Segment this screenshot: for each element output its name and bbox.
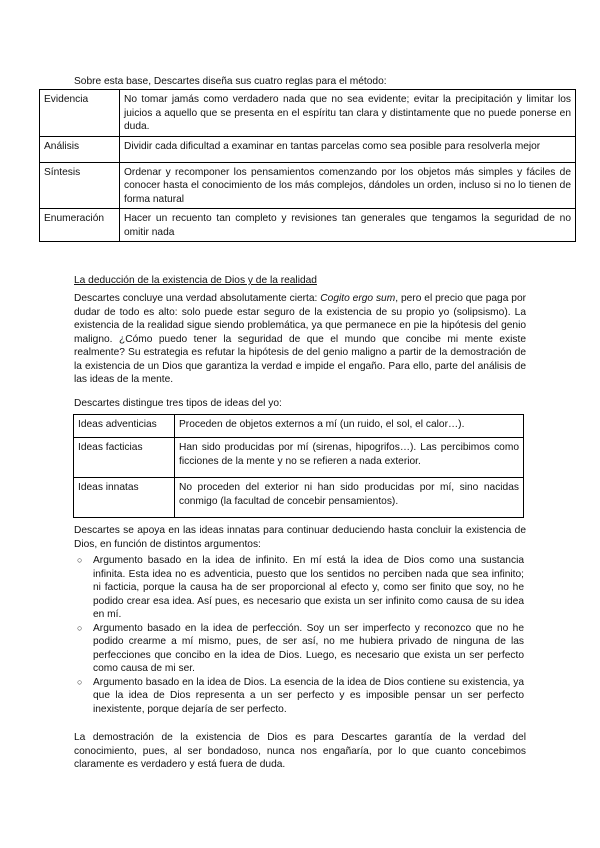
idea-name: Ideas adventicias (74, 415, 175, 438)
table-row (74, 478, 524, 518)
rule-text: No tomar jamás como verdadero nada que no sea evidente; evitar la precipitación y limitar los juicios a aquello que se presenta en el espíritu tan clara y distintamente que no puede ponerse en duda. (120, 90, 576, 137)
ideas-intro: Descartes distingue tres tipos de ideas del yo: (74, 398, 282, 409)
idea-text: No proceden del exterior ni han sido producidas por mí, sino nacidas conmigo (la facultad de concebir pensamientos). (175, 478, 524, 518)
rule-text: Hacer un recuento tan completo y revisiones tan generales que tengamos la seguridad de no omitir nada (120, 209, 576, 242)
idea-name: Ideas innatas (74, 478, 175, 518)
rules-table (39, 89, 576, 242)
rule-name: Síntesis (40, 162, 120, 209)
rule-name: Evidencia (40, 90, 120, 137)
rule-name: Análisis (40, 136, 120, 162)
bullet-icon: ○ (77, 676, 83, 687)
rule-text: Dividir cada dificultad a examinar en tantas parcelas como sea posible para resolverla mejor (120, 136, 576, 162)
paragraph-innatas: Descartes se apoya en las ideas innatas para continuar deduciendo hasta concluir la existencia de Dios, en función de distintos argumentos: (74, 525, 526, 550)
idea-text: Proceden de objetos externos a mí (un ruido, el sol, el calor…). (175, 415, 524, 438)
argument-text: Argumento basado en la idea de Dios. La esencia de la idea de Dios contiene su existencia, ya que la idea de Dios representa a un ser perfecto y es imposible pensar un ser perfecto inexistente, porque dejaría de ser perfecto. (93, 676, 524, 715)
table-row (40, 90, 576, 137)
para1-italic: Cogito ergo sum (320, 293, 396, 304)
table-row (40, 209, 576, 242)
list-item (74, 622, 524, 676)
para1-before: Descartes concluye una verdad absolutamente cierta: (74, 293, 321, 304)
list-item (74, 676, 524, 717)
table-row (74, 438, 524, 478)
argument-text: Argumento basado en la idea de infinito. En mí está la idea de Dios como una sustancia infinita. Esta idea no es adventicia, puesto que los sentidos no perciben nada que sea infinito; ni facticia, porque la causa ha de ser proporcional al efecto y, como ser finito que soy, no he podido crear esa idea. Así pues, es necesario que exista un ser infinito como causa de su idea en mí. (93, 555, 524, 620)
paragraph-cogito (74, 292, 526, 387)
idea-name: Ideas facticias (74, 438, 175, 478)
para1-after: , pero el precio que paga por dudar de todo es alto: solo puede estar seguro de la existencia de su propio yo (solipsismo). La existencia de la realidad sigue siendo problemática, ya que permanece en pie la hipótesis del genio maligno. ¿Cómo puedo tener la seguridad de que el mundo que concibe mi mente existe realmente? Su estrategia es refutar la hipótesis de del genio maligno a partir de la demostración de la existencia de un Dios que garantiza la verdad e impide el engaño. Para ello, parte del análisis de las ideas de la mente. (74, 293, 526, 385)
intro-text: Sobre esta base, Descartes diseña sus cuatro reglas para el método: (74, 76, 387, 87)
bullet-icon: ○ (77, 555, 83, 565)
table-row (74, 415, 524, 438)
table-row (40, 162, 576, 209)
argument-text: Argumento basado en la idea de perfección. Soy un ser imperfecto y reconozco que no he podido crearme a mí mismo, pues, de ser así, no me hubiera privado de ninguna de las perfecciones que concibo en la idea de Dios. Luego, es necesario que exista un ser perfecto como causa de mi ser. (93, 622, 524, 674)
bullet-icon: ○ (77, 622, 83, 633)
paragraph-conclusion: La demostración de la existencia de Dios es para Descartes garantía de la verdad del conocimiento, pues, al ser bondadoso, nunca nos engañaría, por lo que cuanto concebimos claramente es verdadero y está fuera de duda. (74, 732, 526, 770)
rule-name: Enumeración (40, 209, 120, 242)
idea-text: Han sido producidas por mí (sirenas, hipogrifos…). Las percibimos como ficciones de la mente y no se refieren a nada exterior. (175, 438, 524, 478)
section-heading: La deducción de la existencia de Dios y de la realidad (74, 275, 317, 286)
arguments-list (74, 554, 524, 716)
table-row (40, 136, 576, 162)
ideas-table (73, 414, 524, 518)
rule-text: Ordenar y recomponer los pensamientos comenzando por los objetos más simples y fáciles de conocer hasta el conocimiento de los más complejos, dándoles un orden, incluso si no lo tienen de forma natural (120, 162, 576, 209)
list-item (74, 554, 524, 622)
